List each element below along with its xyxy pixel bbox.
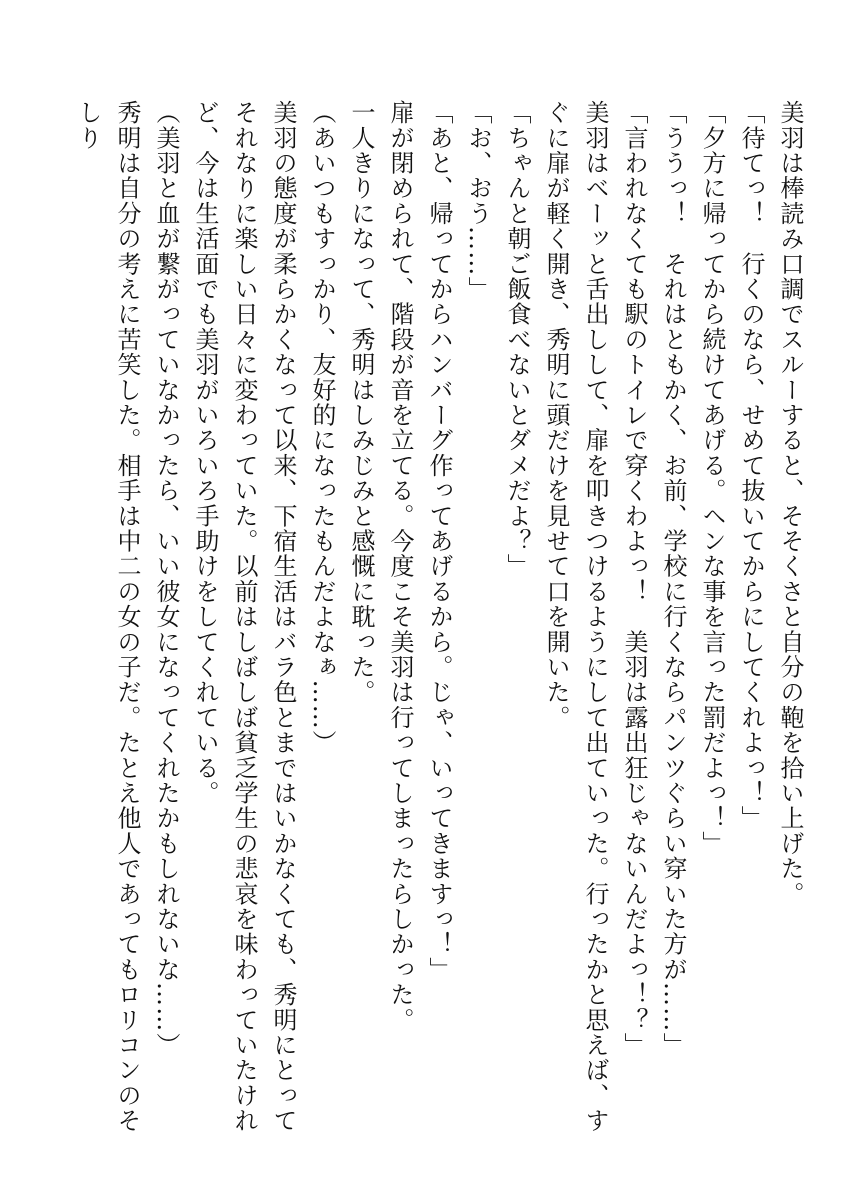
paragraph-15: 秀明は自分の考えに苦笑した。相手は中二の女の子だ。たとえ他人であってもロリコンのそしり [74,100,141,1134]
paragraph-7: 「ちゃんと朝ご飯食べないとダメだよ？」 [503,100,531,579]
paragraph-1: 美羽は棒読み口調でスルーすると、そそくさと自分の鞄を拾い上げた。 [776,100,804,907]
paragraph-8: 「お、おう……」 [464,100,492,302]
paragraph-2: 「待てっ！ 行くのなら、せめて抜いてからにしてくれよっ！」 [737,100,765,831]
paragraph-11: 一人きりになって、秀明はしみじみと感慨に耽った。 [347,100,375,705]
paragraph-4: 「ううっ！ それはともかく、お前、学校に行くならパンツぐらい穿いた方が……」 [659,100,687,1058]
paragraph-5: 「言われなくても駅のトイレで穿くわよっ！ 美羽は露出狂じゃないんだよっ！？」 [620,100,648,1058]
paragraph-9: 「あと、帰ってからハンバーグ作ってあげるから。じゃ、いってきますっ！」 [425,100,453,982]
paragraph-13: 美羽の態度が柔らかくなって以来、下宿生活はバラ色とまではいかなくても、秀明にとってそれなりに楽しい日々に変わっていた。以前はしばしば貧乏学生の悲哀を味わっていたけれど、今は生活面でも美羽がいろいろ手助けをしてくれている。 [191,100,297,1134]
paragraph-6: 美羽はベーッと舌出しして、扉を叩きつけるようにして出ていった。行ったかと思えば、すぐに扉が軽く開き、秀明に頭だけを見せて口を開いた。 [542,100,609,1134]
paragraph-14: （美羽と血が繋がっていなかったら、いい彼女になってくれたかもしれないな……） [152,100,180,1058]
vertical-text-body [29,100,809,1150]
paragraph-3: 「夕方に帰ってから続けてあげる。ヘンな事を言った罰だよっ！」 [698,100,726,856]
paragraph-10: 扉が閉められて、階段が音を立てる。今度こそ美羽は行ってしまったらしかった。 [386,100,414,1033]
paragraph-12: （あいつもすっかり、友好的になったもんだよなぁ……） [308,100,336,756]
